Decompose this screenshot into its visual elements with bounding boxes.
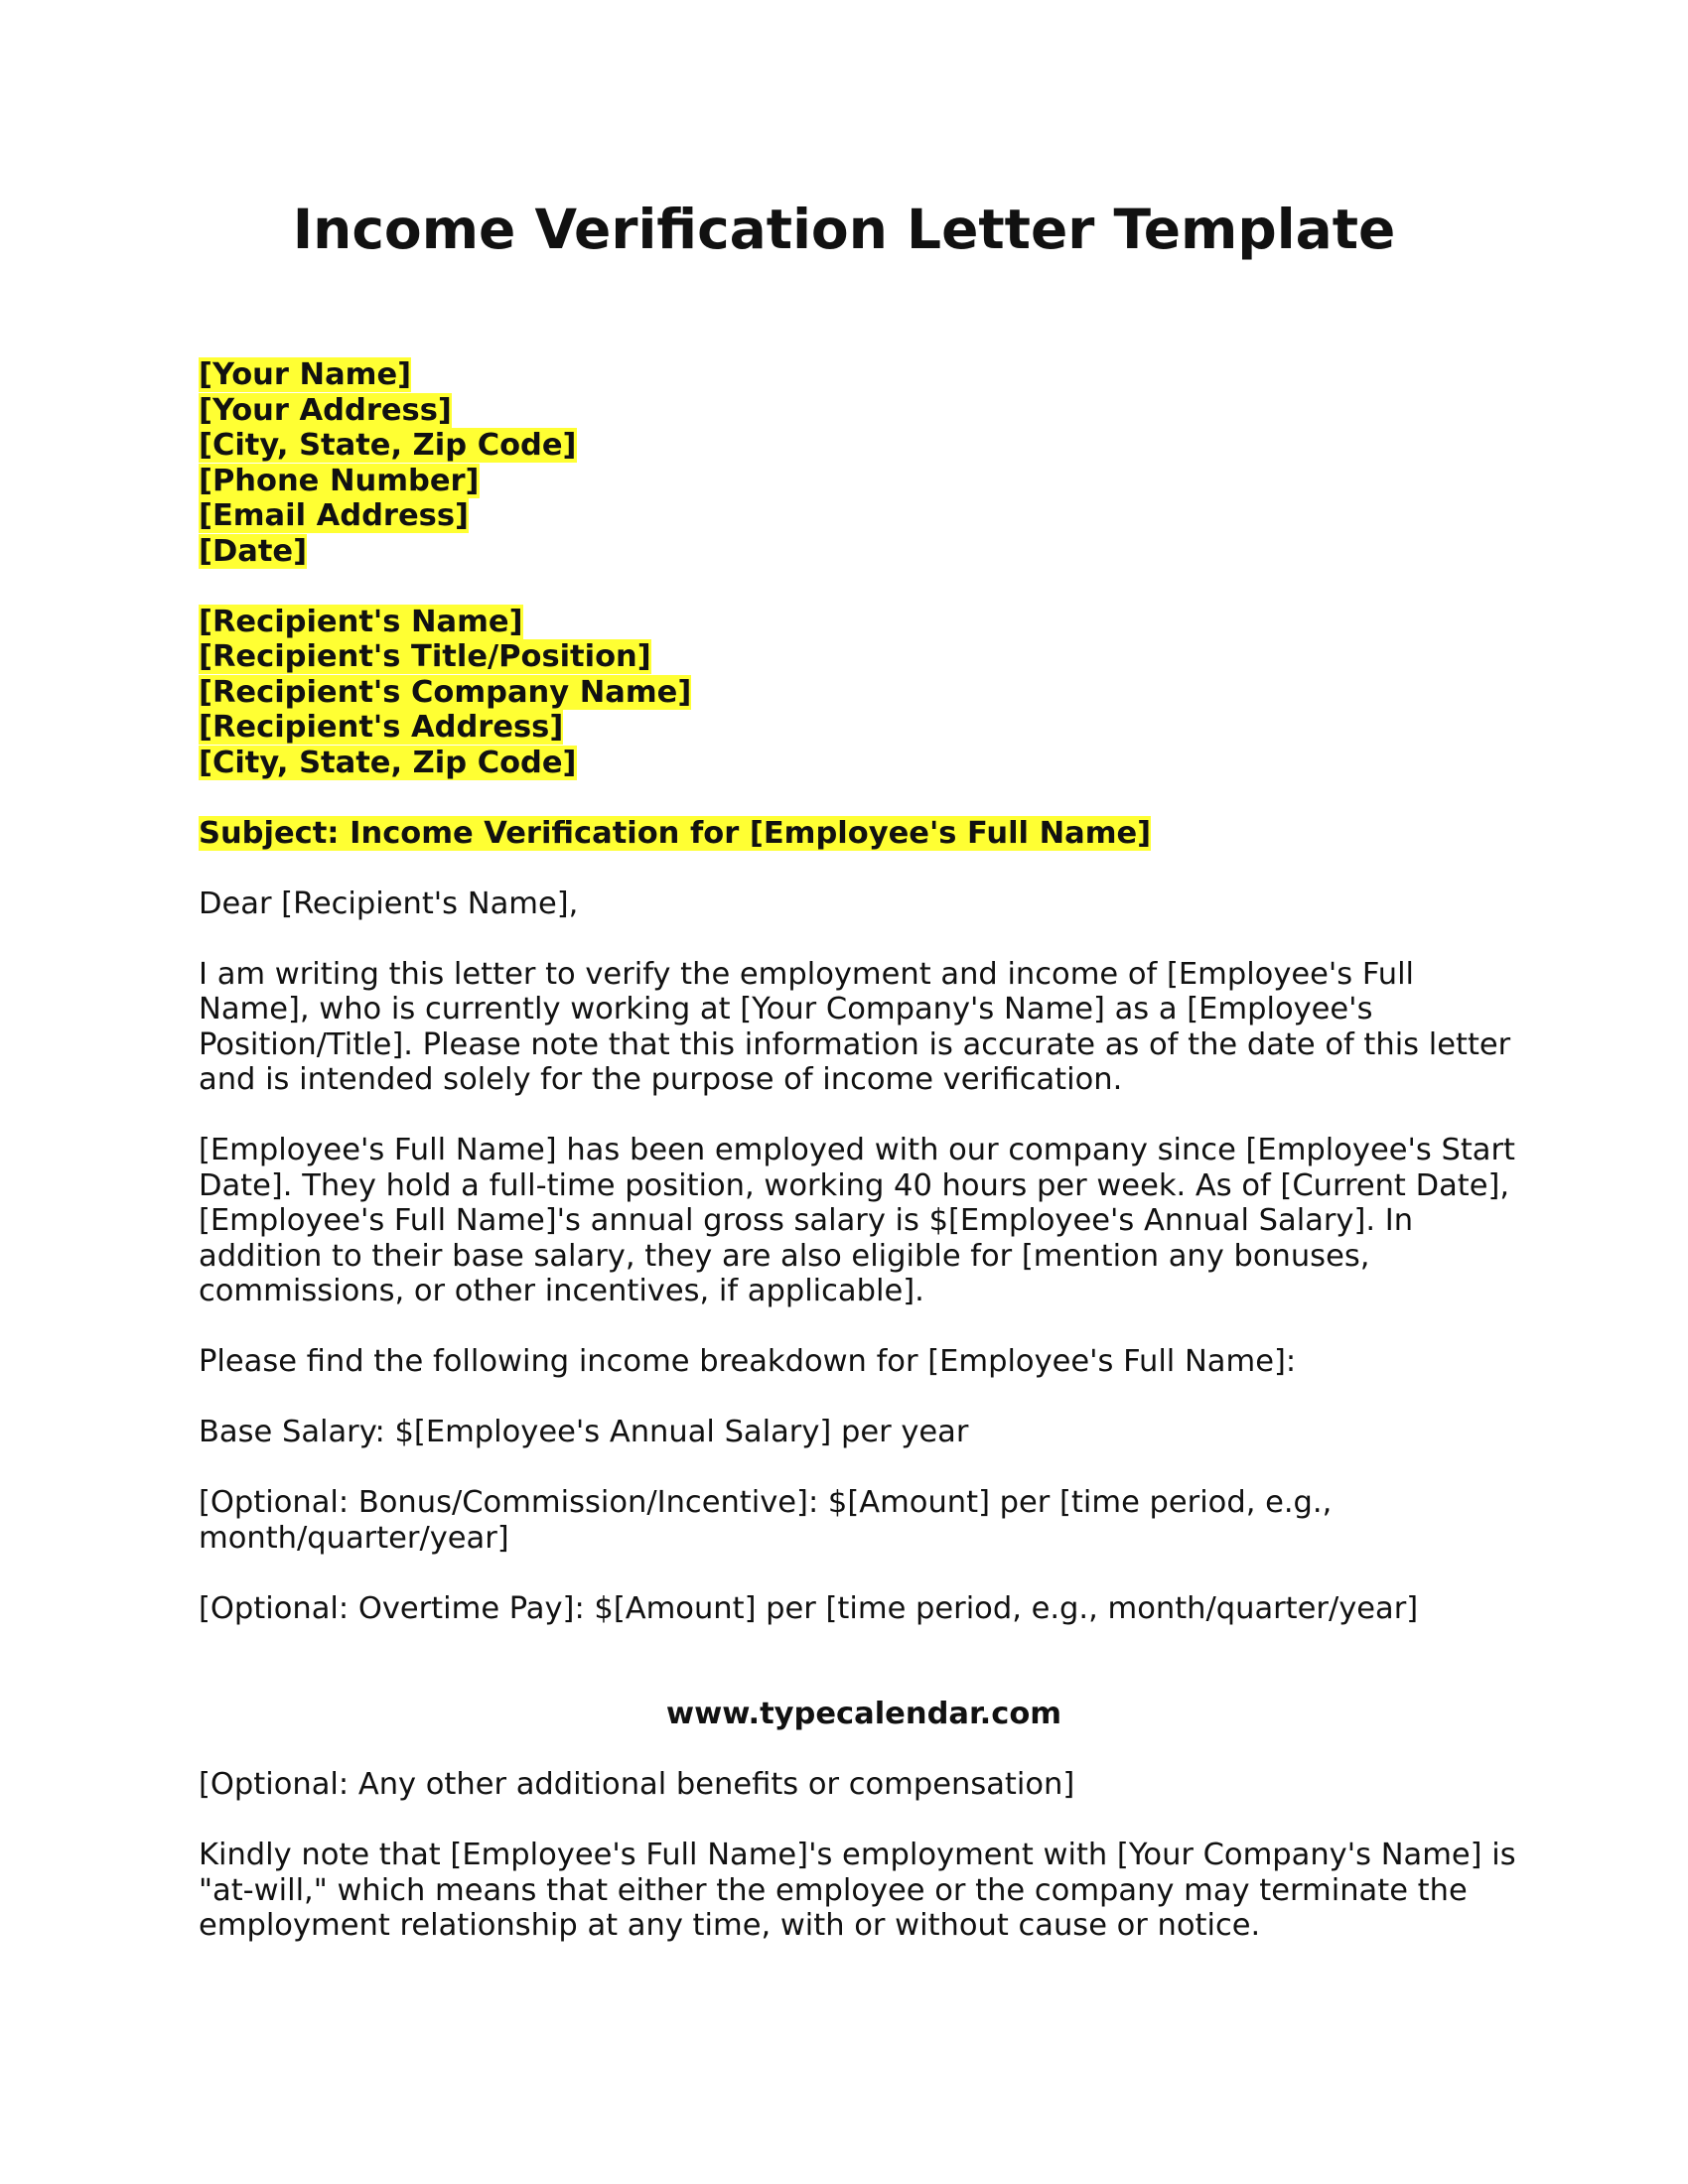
sender-line: [City, State, Zip Code] — [199, 428, 577, 463]
recipient-line: [Recipient's Title/Position] — [199, 639, 651, 674]
sender-line: [Your Name] — [199, 357, 412, 392]
paragraph-breakdown-intro: Please find the following income breakdown for [Employee's Full Name]: — [199, 1344, 1297, 1379]
base-salary-line: Base Salary: $[Employee's Annual Salary] per year — [199, 1415, 969, 1449]
other-benefits-line: [Optional: Any other additional benefits or compensation] — [199, 1767, 1075, 1802]
letter-body — [199, 357, 1529, 1979]
subject-text: Subject: Income Verification for [Employee's Full Name] — [199, 815, 1152, 851]
overtime-line: [Optional: Overtime Pay]: $[Amount] per [time period, e.g., month/quarter/year] — [199, 1590, 1419, 1626]
recipient-line: [Recipient's Name] — [199, 604, 523, 639]
subject-line — [199, 816, 1529, 852]
salutation: Dear [Recipient's Name], — [199, 886, 579, 921]
bonus-line: [Optional: Bonus/Commission/Incentive]: $[Amount] per [time period, e.g., month/quarter/year] — [199, 1485, 1333, 1556]
paragraph-employment: [Employee's Full Name] has been employed with our company since [Employee's Start Date]. They hold a full-time position, working 40 hours per week. As of [Current Date], [Employee's Full Name]'s annual gross salary is $[Employee's Annual Salary]. In addition to their base salary, they are also eligible for [mention any bonuses, commissions, or other incentives, if applicable]. — [199, 1133, 1515, 1308]
recipient-line: [City, State, Zip Code] — [199, 745, 577, 780]
recipient-line: [Recipient's Address] — [199, 710, 564, 745]
sender-line: [Email Address] — [199, 498, 469, 533]
sender-line: [Your Address] — [199, 392, 452, 428]
sender-line: [Date] — [199, 533, 308, 569]
subject-text-wrap — [199, 816, 1529, 852]
paragraph-at-will: Kindly note that [Employee's Full Name]'s employment with [Your Company's Name] is "at-will," which means that either the employee or the company may terminate the employment relationship at any time, with or without cause or notice. — [199, 1838, 1516, 1943]
watermark-url: www.typecalendar.com — [665, 1697, 1062, 1731]
sender-line: [Phone Number] — [199, 463, 480, 498]
paragraph-intro: I am writing this letter to verify the employment and income of [Employee's Full Name], who is currently working at [Your Company's Name] as a [Employee's Position/Title]. Please note that this information is accurate as of the date of this letter and is intended solely for the purpose of income verification. — [199, 956, 1511, 1097]
recipient-block — [199, 605, 1529, 781]
recipient-line: [Recipient's Company Name] — [199, 674, 692, 710]
document-title: Income Verification Letter Template — [292, 198, 1396, 261]
sender-block — [199, 357, 1529, 569]
